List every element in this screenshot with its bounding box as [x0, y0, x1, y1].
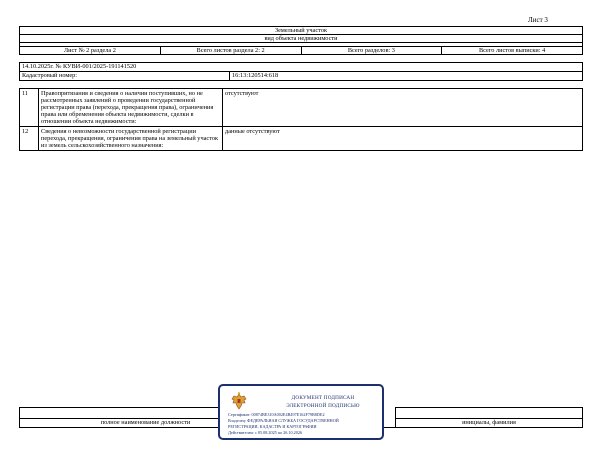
- total-section-sheets: Всего листов раздела 2: 2: [160, 47, 301, 55]
- row-value: отсутствуют: [223, 89, 583, 127]
- position-label: полное наименование должности: [20, 419, 272, 428]
- extract-header-table: [19, 26, 583, 55]
- name-field: [396, 408, 583, 419]
- object-type-title: Земельный участок: [20, 27, 583, 35]
- sheet-number: Лист 3: [528, 16, 548, 24]
- extract-meta-table: [19, 62, 583, 81]
- row-description: Правопритязания и сведения о наличии поступивших, но не рассмотренных заявлений о проведении государственной регистрации права (перехода, прекращения права), ограничения права или обременения объекта недвижимости, сделки в отношении объекта недвижимости:: [39, 89, 223, 127]
- stamp-owner-line1: Владелец: ФЕДЕРАЛЬНАЯ СЛУЖБА ГОСУДАРСТВЕННОЙ: [228, 418, 339, 423]
- electronic-signature-stamp: [218, 384, 384, 440]
- stamp-certificate: Сертификат: 00874BE310A002E4B497E162F79B8DE2: [228, 412, 325, 417]
- stamp-validity: Действителен: с 05.08.2025 по 26.10.2026: [228, 430, 303, 435]
- stamp-title-line1: ДОКУМЕНТ ПОДПИСАН: [291, 395, 355, 401]
- cadastral-number-value: 16:13:120514:618: [230, 72, 583, 81]
- table-row: [20, 89, 583, 127]
- encumbrance-table: [19, 88, 583, 151]
- name-label: инициалы, фамилия: [396, 419, 583, 428]
- sheet-of-section: Лист № 2 раздела 2: [20, 47, 161, 55]
- double-headed-eagle-emblem-icon: [228, 391, 250, 413]
- object-type-caption: вид объекта недвижимости: [20, 35, 583, 43]
- cadastral-number-label: Кадастровый номер:: [20, 72, 230, 81]
- stamp-details: [228, 412, 382, 436]
- total-sections: Всего разделов: 3: [301, 47, 442, 55]
- table-row: [20, 127, 583, 151]
- stamp-title: [264, 394, 382, 410]
- row-value: данные отсутствуют: [223, 127, 583, 151]
- stamp-title-line2: ЭЛЕКТРОННОЙ ПОДПИСЬЮ: [286, 403, 360, 409]
- stamp-owner-line2: РЕГИСТРАЦИИ, КАДАСТРА И КАРТОГРАФИИ: [228, 424, 317, 429]
- row-number: 12: [20, 127, 39, 151]
- row-number: 11: [20, 89, 39, 127]
- extract-date-number: 14.10.2025г. № КУВИ-001/2025-191141520: [20, 63, 583, 72]
- total-extract-sheets: Всего листов выписки: 4: [442, 47, 583, 55]
- row-description: Сведения о невозможности государственной регистрации перехода, прекращения, ограничения права на земельный участок из земель сельскохозяйственного назначения:: [39, 127, 223, 151]
